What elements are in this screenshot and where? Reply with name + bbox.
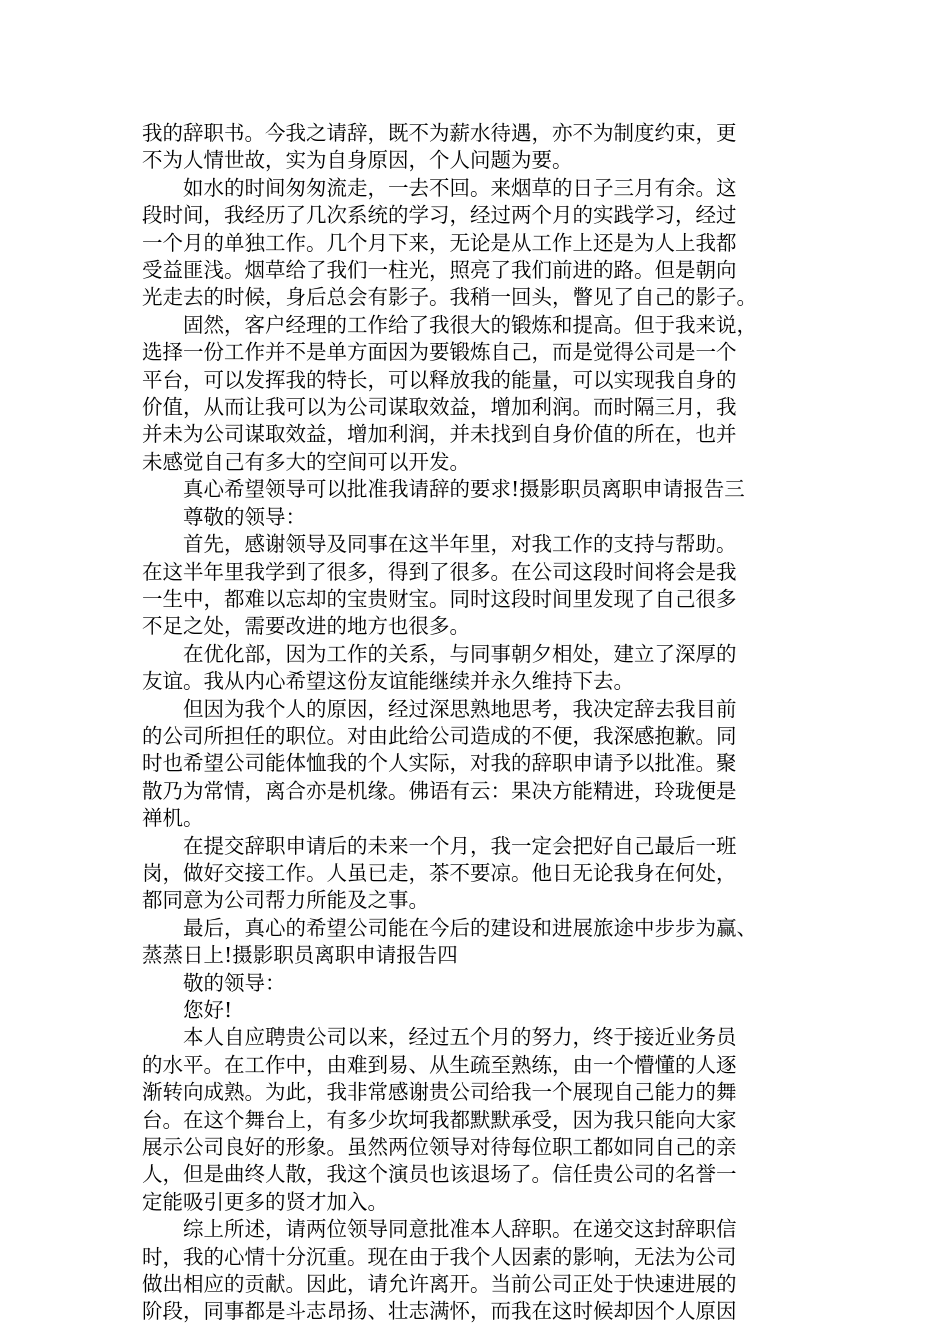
text-line: 不足之处，需要改进的地方也很多。 <box>142 614 470 639</box>
text-line: 未感觉自己有多大的空间可以开发。 <box>142 449 470 474</box>
text-line: 时也希望公司能体恤我的个人实际，对我的辞职申请予以批准。聚 <box>142 751 737 776</box>
text-line: 在提交辞职申请后的未来一个月，我一定会把好自己最后一班 <box>142 833 737 858</box>
text-line: 展示公司良好的形象。虽然两位领导对待每位职工都如同自己的亲 <box>142 1135 737 1160</box>
text-line: 友谊。我从内心希望这份友谊能继续并永久维持下去。 <box>142 669 634 694</box>
text-line: 尊敬的领导： <box>142 504 306 529</box>
text-line: 真心希望领导可以批准我请辞的要求!摄影职员离职申请报告三 <box>142 477 745 502</box>
text-line: 价值，从而让我可以为公司谋取效益，增加利润。而时隔三月，我 <box>142 395 737 420</box>
text-line: 岗，做好交接工作。人虽已走，茶不要凉。他日无论我身在何处， <box>142 860 737 885</box>
text-line: 一生中，都难以忘却的宝贵财宝。同时这段时间里发现了自己很多 <box>142 586 737 611</box>
text-line: 都同意为公司帮力所能及之事。 <box>142 888 429 913</box>
text-line: 如水的时间匆匆流走，一去不回。来烟草的日子三月有余。这 <box>142 175 737 200</box>
text-line: 时，我的心情十分沉重。现在由于我个人因素的影响，无法为公司 <box>142 1244 737 1269</box>
text-line: 我的辞职书。今我之请辞，既不为薪水待遇，亦不为制度约束，更 <box>142 121 737 145</box>
text-line: 渐转向成熟。为此，我非常感谢贵公司给我一个展现自己能力的舞 <box>142 1080 737 1105</box>
text-line: 定能吸引更多的贤才加入。 <box>142 1189 388 1214</box>
text-line: 首先，感谢领导及同事在这半年里，对我工作的支持与帮助。 <box>142 532 737 557</box>
text-line: 蒸蒸日上!摄影职员离职申请报告四 <box>142 943 458 968</box>
text-line: 并未为公司谋取效益，增加利润，并未找到自身价值的所在，也并 <box>142 422 737 447</box>
text-line: 在这半年里我学到了很多，得到了很多。在公司这段时间将会是我 <box>142 559 737 584</box>
document-body <box>142 120 814 1326</box>
text-line: 选择一份工作并不是单方面因为要锻炼自己，而是觉得公司是一个 <box>142 340 737 365</box>
text-line: 段时间，我经历了几次系统的学习，经过两个月的实践学习，经过 <box>142 203 737 228</box>
text-line: 本人自应聘贵公司以来，经过五个月的努力，终于接近业务员 <box>142 1025 737 1050</box>
text-line: 阶段，同事都是斗志昂扬、壮志满怀，而我在这时候却因个人原因 <box>142 1299 737 1324</box>
text-line: 平台，可以发挥我的特长，可以释放我的能量，可以实现我自身的 <box>142 367 737 392</box>
text-line: 受益匪浅。烟草给了我们一柱光，照亮了我们前进的路。但是朝向 <box>142 258 737 283</box>
text-line: 不为人情世故，实为自身原因，个人问题为要。 <box>142 148 573 173</box>
text-line: 人，但是曲终人散，我这个演员也该退场了。信任贵公司的名誉一 <box>142 1162 737 1187</box>
text-line: 禅机。 <box>142 806 204 831</box>
text-line: 敬的领导： <box>142 970 286 995</box>
text-line: 在优化部，因为工作的关系，与同事朝夕相处，建立了深厚的 <box>142 641 737 666</box>
text-line: 光走去的时候，身后总会有影子。我稍一回头，瞥见了自己的影子。 <box>142 285 757 310</box>
text-line: 固然，客户经理的工作给了我很大的锻炼和提高。但于我来说， <box>142 312 757 337</box>
text-line: 但因为我个人的原因，经过深思熟地思考，我决定辞去我目前 <box>142 696 737 721</box>
text-line: 一个月的单独工作。几个月下来，无论是从工作上还是为人上我都 <box>142 230 737 255</box>
text-line: 您好! <box>142 998 233 1022</box>
text-line: 的水平。在工作中，由难到易、从生疏至熟练，由一个懵懂的人逐 <box>142 1052 737 1077</box>
text-line: 台。在这个舞台上，有多少坎坷我都默默承受，因为我只能向大家 <box>142 1107 737 1132</box>
text-line: 散乃为常情，离合亦是机缘。佛语有云：果决方能精进，玲珑便是 <box>142 778 737 803</box>
text-line: 综上所述，请两位领导同意批准本人辞职。在递交这封辞职信 <box>142 1217 737 1242</box>
text-line: 做出相应的贡献。因此，请允许离开。当前公司正处于快速进展的 <box>142 1272 737 1297</box>
text-line: 最后，真心的希望公司能在今后的建设和进展旅途中步步为赢、 <box>142 915 757 940</box>
text-line: 的公司所担任的职位。对由此给公司造成的不便，我深感抱歉。同 <box>142 723 737 748</box>
